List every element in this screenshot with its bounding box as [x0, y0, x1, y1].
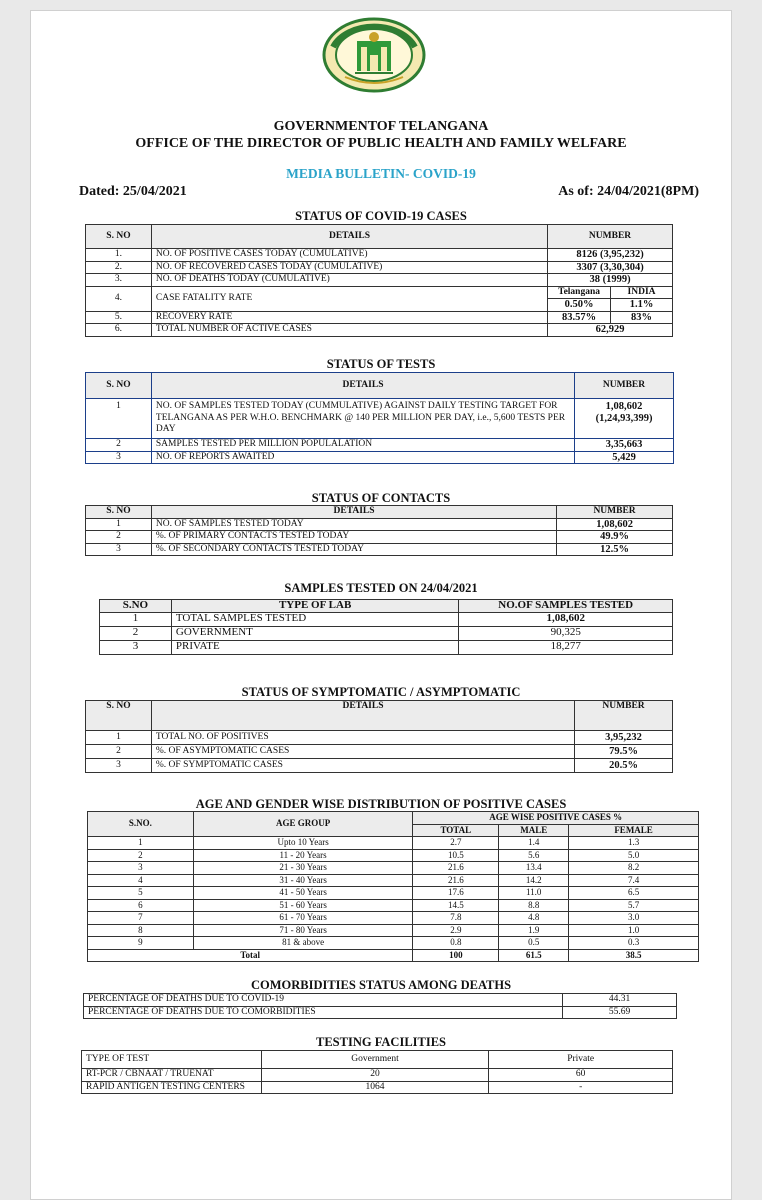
male-cell: 1.4: [499, 837, 569, 850]
age-gender-title: AGE AND GENDER WISE DISTRIBUTION OF POSITIVE CASES: [195, 797, 567, 811]
table-row: [86, 745, 673, 759]
table-row: [100, 640, 673, 654]
column-header: NUMBER: [557, 506, 673, 519]
sno-cell: 2.: [86, 261, 152, 274]
details-cell: RECOVERY RATE: [151, 311, 547, 324]
total-cell: 21.6: [413, 874, 499, 887]
sno-cell: 1: [86, 518, 152, 531]
table-row: [100, 612, 673, 626]
column-header: S. NO: [86, 701, 152, 731]
number-cell: 79.5%: [575, 745, 673, 759]
table-header-row: [82, 1051, 673, 1069]
total-label: Total: [88, 949, 413, 962]
as-of-label: As of: 24/04/2021(8PM): [558, 184, 699, 199]
number-cell: 12.5%: [557, 543, 673, 556]
table-header-row: [100, 600, 673, 613]
sno-cell: 3: [100, 640, 172, 654]
female-cell: 3.0: [569, 912, 699, 925]
details-cell: NO. OF SAMPLES TESTED TODAY: [151, 518, 556, 531]
female-cell: 6.5: [569, 887, 699, 900]
table-row: [86, 261, 673, 274]
number-cell: 3307 (3,30,304): [548, 261, 673, 274]
column-header: NUMBER: [575, 373, 674, 399]
office-title: OFFICE OF THE DIRECTOR OF PUBLIC HEALTH AND FAMILY WELFARE: [135, 136, 627, 151]
column-header: Private: [489, 1051, 673, 1069]
male-cell: 0.5: [499, 937, 569, 950]
male-cell: 4.8: [499, 912, 569, 925]
sno-cell: 2: [86, 439, 152, 452]
sno-cell: 1: [88, 837, 194, 850]
table-row: [100, 626, 673, 640]
type-cell: TOTAL SAMPLES TESTED: [171, 612, 458, 626]
number-cell: 55.69: [563, 1006, 677, 1019]
sno-cell: 4.: [86, 286, 152, 311]
male-cell: 14.2: [499, 874, 569, 887]
male-cell: 1.9: [499, 924, 569, 937]
tests-title: STATUS OF TESTS: [326, 357, 436, 371]
table-header-row: [86, 225, 673, 249]
female-cell: 5.7: [569, 899, 699, 912]
covid-status-title: STATUS OF COVID-19 CASES: [295, 209, 467, 223]
private-cell: 60: [489, 1069, 673, 1082]
number-cell: 3,95,232: [575, 731, 673, 745]
table-row: [86, 759, 673, 773]
table-row: [86, 399, 674, 439]
samples-title: SAMPLES TESTED ON 24/04/2021: [284, 581, 478, 595]
details-cell: NO. OF SAMPLES TESTED TODAY (CUMMULATIVE) AGAINST DAILY TESTING TARGET FOR TELANGANA AS PER W.H.O. BENCHMARK @ 140 PER MILLION PER DAY, i.e., 5,600 TESTS PER DAY: [151, 399, 574, 439]
details-cell: NO. OF REPORTS AWAITED: [151, 451, 574, 464]
comorbidities-table: [83, 993, 677, 1019]
column-header: FEMALE: [569, 824, 699, 837]
female-cell: 8.2: [569, 862, 699, 875]
symptomatic-title: STATUS OF SYMPTOMATIC / ASYMPTOMATIC: [241, 685, 521, 699]
age-group-cell: Upto 10 Years: [193, 837, 413, 850]
sno-cell: 6.: [86, 324, 152, 337]
details-cell: PERCENTAGE OF DEATHS DUE TO COVID-19: [84, 994, 563, 1007]
table-row: [88, 899, 699, 912]
table-row: [86, 531, 673, 544]
sno-cell: 2: [86, 745, 152, 759]
sno-cell: 2: [100, 626, 172, 640]
male-cell: 8.8: [499, 899, 569, 912]
sno-cell: 3.: [86, 274, 152, 287]
number-cell: 90,325: [459, 626, 673, 640]
government-title: GOVERNMENTOF TELANGANA: [273, 119, 489, 134]
sno-cell: 6: [88, 899, 194, 912]
total-cell: 21.6: [413, 862, 499, 875]
details-cell: CASE FATALITY RATE: [151, 286, 547, 311]
column-header: S. NO: [86, 506, 152, 519]
symptomatic-table: [85, 700, 673, 773]
table-row: [84, 1006, 677, 1019]
facilities-table: [81, 1050, 673, 1094]
male-cell: 5.6: [499, 849, 569, 862]
type-cell: PRIVATE: [171, 640, 458, 654]
details-cell: %. OF SECONDARY CONTACTS TESTED TODAY: [151, 543, 556, 556]
number-cell: 20.5%: [575, 759, 673, 773]
details-cell: NO. OF DEATHS TODAY (CUMULATIVE): [151, 274, 547, 287]
details-cell: TOTAL NO. OF POSITIVES: [151, 731, 574, 745]
female-cell: 7.4: [569, 874, 699, 887]
sno-cell: 3: [88, 862, 194, 875]
column-header: NUMBER: [548, 225, 673, 249]
column-header: S.NO.: [88, 812, 194, 837]
table-row: [88, 862, 699, 875]
sno-cell: 8: [88, 924, 194, 937]
table-row: [86, 324, 673, 337]
total-cell: 2.9: [413, 924, 499, 937]
male-cell: 61.5: [499, 949, 569, 962]
number-cell: 5,429: [575, 451, 674, 464]
telangana-cfr-value: 0.50%: [548, 299, 611, 312]
number-cell: 8126 (3,95,232): [548, 249, 673, 262]
table-row: [88, 887, 699, 900]
column-header: DETAILS: [151, 506, 556, 519]
table-row: [86, 274, 673, 287]
india-cfr-value: 1.1%: [611, 299, 673, 312]
india-recovery-value: 83%: [611, 311, 673, 324]
sno-cell: 3: [86, 451, 152, 464]
column-header: TYPE OF LAB: [171, 600, 458, 613]
sno-cell: 1.: [86, 249, 152, 262]
sno-cell: 1: [100, 612, 172, 626]
total-cell: 17.6: [413, 887, 499, 900]
private-cell: -: [489, 1081, 673, 1094]
female-cell: 0.3: [569, 937, 699, 950]
male-cell: 13.4: [499, 862, 569, 875]
female-cell: 5.0: [569, 849, 699, 862]
column-header: S. NO: [86, 225, 152, 249]
type-cell: GOVERNMENT: [171, 626, 458, 640]
details-cell: %. OF ASYMPTOMATIC CASES: [151, 745, 574, 759]
details-cell: TOTAL NUMBER OF ACTIVE CASES: [151, 324, 547, 337]
total-cell: 10.5: [413, 849, 499, 862]
sno-cell: 9: [88, 937, 194, 950]
number-cell: 62,929: [548, 324, 673, 337]
column-header: Government: [261, 1051, 489, 1069]
samples-table: [99, 599, 673, 655]
number-cell: 1,08,602: [557, 518, 673, 531]
details-cell: %. OF PRIMARY CONTACTS TESTED TODAY: [151, 531, 556, 544]
number-cell: 3,35,663: [575, 439, 674, 452]
bulletin-page: [30, 10, 732, 1200]
column-header: S. NO: [86, 373, 152, 399]
number-cell: 1,08,602: [459, 612, 673, 626]
sno-cell: 4: [88, 874, 194, 887]
age-gender-rows: [88, 837, 699, 950]
table-row: [86, 439, 674, 452]
details-cell: PERCENTAGE OF DEATHS DUE TO COMORBIDITIES: [84, 1006, 563, 1019]
number-cell: 18,277: [459, 640, 673, 654]
table-row: [86, 543, 673, 556]
column-header: NO.OF SAMPLES TESTED: [459, 600, 673, 613]
sno-cell: 2: [86, 531, 152, 544]
comorbidities-title: COMORBIDITIES STATUS AMONG DEATHS: [250, 978, 512, 992]
column-header: AGE GROUP: [193, 812, 413, 837]
table-header-row: [86, 506, 673, 519]
table-row: [88, 912, 699, 925]
age-gender-table: [87, 811, 699, 962]
column-header: DETAILS: [151, 701, 574, 731]
type-cell: RT-PCR / CBNAAT / TRUENAT: [82, 1069, 262, 1082]
female-cell: 1.0: [569, 924, 699, 937]
number-cell: 49.9%: [557, 531, 673, 544]
telangana-recovery-value: 83.57%: [548, 311, 611, 324]
contacts-title: STATUS OF CONTACTS: [311, 491, 451, 505]
age-group-cell: 51 - 60 Years: [193, 899, 413, 912]
contacts-table: [85, 505, 673, 556]
table-row: [86, 311, 673, 324]
number-cell: [575, 399, 674, 439]
total-cell: 14.5: [413, 899, 499, 912]
table-row: [86, 451, 674, 464]
total-row: [88, 949, 699, 962]
column-header: DETAILS: [151, 225, 547, 249]
age-group-cell: 21 - 30 Years: [193, 862, 413, 875]
table-row: [86, 249, 673, 262]
age-group-cell: 81 & above: [193, 937, 413, 950]
age-group-cell: 11 - 20 Years: [193, 849, 413, 862]
column-header: DETAILS: [151, 373, 574, 399]
sno-cell: 2: [88, 849, 194, 862]
age-group-cell: 61 - 70 Years: [193, 912, 413, 925]
samples-today-value: 1,08,602: [605, 401, 643, 412]
samples-cumulative-value: (1,24,93,399): [595, 412, 653, 424]
table-row: [86, 518, 673, 531]
sno-cell: 1: [86, 399, 152, 439]
telangana-emblem-logo: [321, 17, 427, 93]
column-header: NUMBER: [575, 701, 673, 731]
column-group-header: AGE WISE POSITIVE CASES %: [413, 812, 699, 825]
age-group-cell: 31 - 40 Years: [193, 874, 413, 887]
details-cell: NO. OF RECOVERED CASES TODAY (CUMULATIVE): [151, 261, 547, 274]
sno-cell: 5: [88, 887, 194, 900]
details-cell: %. OF SYMPTOMATIC CASES: [151, 759, 574, 773]
table-row: [88, 837, 699, 850]
column-header: TYPE OF TEST: [82, 1051, 262, 1069]
sno-cell: 3: [86, 543, 152, 556]
total-cell: 7.8: [413, 912, 499, 925]
telangana-col-label: Telangana: [548, 286, 611, 299]
details-cell: SAMPLES TESTED PER MILLION POPULALATION: [151, 439, 574, 452]
bulletin-title: MEDIA BULLETIN- COVID-19: [286, 166, 476, 181]
facilities-title: TESTING FACILITIES: [315, 1035, 447, 1049]
total-cell: 2.7: [413, 837, 499, 850]
table-header-row: [86, 701, 673, 731]
total-cell: 100: [413, 949, 499, 962]
number-cell: 38 (1999): [548, 274, 673, 287]
table-header-row: [88, 812, 699, 825]
government-cell: 20: [261, 1069, 489, 1082]
age-group-cell: 41 - 50 Years: [193, 887, 413, 900]
sno-cell: 5.: [86, 311, 152, 324]
female-cell: 38.5: [569, 949, 699, 962]
table-row: [88, 924, 699, 937]
dated-label: Dated: 25/04/2021: [79, 184, 187, 199]
details-cell: NO. OF POSITIVE CASES TODAY (CUMULATIVE): [151, 249, 547, 262]
male-cell: 11.0: [499, 887, 569, 900]
table-row: [86, 731, 673, 745]
number-cell: 44.31: [563, 994, 677, 1007]
covid-status-table: [85, 224, 673, 337]
column-header: TOTAL: [413, 824, 499, 837]
table-row: [86, 286, 673, 299]
sno-cell: 7: [88, 912, 194, 925]
table-header-row: [86, 373, 674, 399]
india-col-label: INDIA: [611, 286, 673, 299]
table-row: [82, 1069, 673, 1082]
sno-cell: 1: [86, 731, 152, 745]
age-group-cell: 71 - 80 Years: [193, 924, 413, 937]
government-cell: 1064: [261, 1081, 489, 1094]
column-header: MALE: [499, 824, 569, 837]
female-cell: 1.3: [569, 837, 699, 850]
table-row: [82, 1081, 673, 1094]
total-cell: 0.8: [413, 937, 499, 950]
sno-cell: 3: [86, 759, 152, 773]
type-cell: RAPID ANTIGEN TESTING CENTERS: [82, 1081, 262, 1094]
table-row: [88, 937, 699, 950]
table-row: [88, 874, 699, 887]
tests-table: [85, 372, 674, 464]
table-row: [88, 849, 699, 862]
table-row: [84, 994, 677, 1007]
column-header: S.NO: [100, 600, 172, 613]
